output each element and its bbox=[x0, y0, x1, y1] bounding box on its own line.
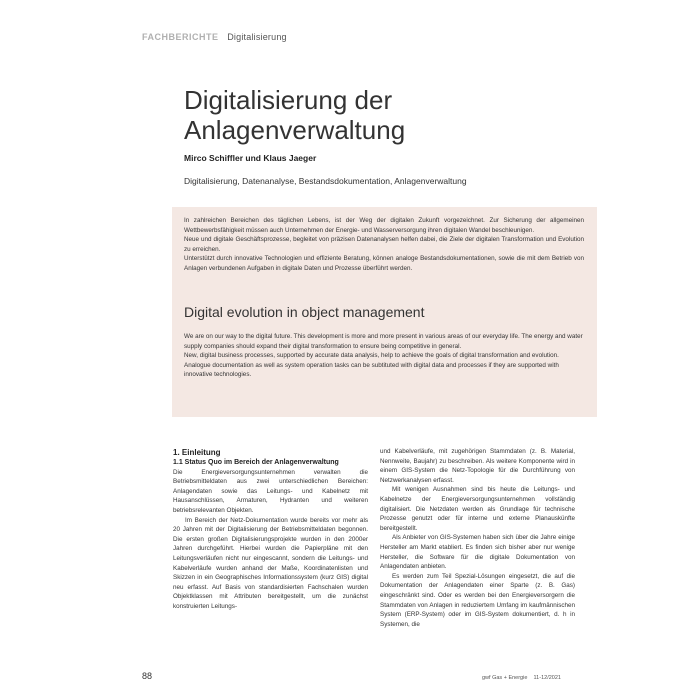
abstract-en-paragraph: Analogue documentation as well as system operation tasks can be subtituted with digital data and processes if they are supported with innovative technologies. bbox=[184, 361, 559, 379]
title-line-1: Digitalisierung der bbox=[184, 85, 393, 115]
abstract-english-title: Digital evolution in object management bbox=[184, 304, 425, 320]
title-line-2: Anlagenverwaltung bbox=[184, 115, 406, 145]
journal-issue: 11-12/2021 bbox=[533, 675, 561, 681]
abstract-german bbox=[184, 216, 584, 274]
journal-footer bbox=[482, 675, 561, 681]
authors: Mirco Schiffler und Klaus Jaeger bbox=[184, 153, 317, 163]
body-paragraph: Die Energieversorgungsunternehmen verwalten die Betriebsmitteldaten aus zwei unterschiedlichen Bereichen: Anlagendaten sowie das Leitungs- und Kabelnetz mit Hausanschlüssen, Armaturen, Hydranten und weiteren betriebsrelevanten Objekten. bbox=[173, 468, 368, 514]
body-column-left bbox=[173, 447, 368, 612]
abstract-de-paragraph: In zahlreichen Bereichen des täglichen Lebens, ist der Weg der digitalen Zukunft vorgezeichnet. Zur Sicherung der allgemeinen Wettbewerbsfähigkeit müssen auch Unternehmen der Energie- und Wasserversorgung ihren digitalen Wandel beschleunigen. bbox=[184, 217, 584, 234]
page-number: 88 bbox=[142, 671, 153, 681]
abstract-en-paragraph: New, digital business processes, supported by accurate data analysis, help to achieve the goals of digital transformation and evolution. bbox=[184, 352, 559, 360]
abstract-en-paragraph: We are on our way to the digital future. This development is more and more present in various areas of our everyday life. The energy and water supply companies should expand their digital transformation to ensure being competitive in general. bbox=[184, 333, 583, 350]
abstract-box bbox=[172, 207, 597, 417]
body-paragraph: Mit wenigen Ausnahmen sind bis heute die Leitungs- und Kabelnetze der Energieversorgungsunternehmen vollständig digitalisiert. Die Netzdaten werden als Grundlage für technische Prozesse genutzt oder für interne und externe Planauskünfte bereitgestellt. bbox=[380, 486, 575, 532]
subsection-heading: 1.1 Status Quo im Bereich der Anlagenverwaltung bbox=[173, 459, 339, 466]
body-paragraph: Es werden zum Teil Spezial-Lösungen eingesetzt, die auf die Dokumentation der Anlagendaten einer Sparte (z. B. Gas) eingeschränkt sind. Oder es werden bei den Energieversorgern die Stammdaten von Anlagen in reduziertem Umfang im kaufmännischen System (ERP-System) oder im GIS-System dokumentiert, d. h in Systemen, die bbox=[380, 572, 575, 628]
body-paragraph: Im Bereich der Netz-Dokumentation wurde bereits vor mehr als 20 Jahren mit der Digitalisierung der Betriebsmitteldaten begonnen. Die ersten großen Digitalisierungsprojekte wurden in den 2000er Jahren durchgeführt. Hierbei wurden die Papierpläne mit den Leitungsverläufen nicht nur eingescannt, sondern die Leitungs- und Kabelverläufe wurden anhand der Maße, Koordinatenlisten und Skizzen in ein Geographisches Informationssystem (kurz GIS) digital neu erfasst. Auf Basis von standardisierten Fachschalen wurden Objektklassen mit Attributen bereitgestellt, um die zunächst konstruierten Leitungs- bbox=[173, 516, 368, 610]
section-heading: 1. Einleitung bbox=[173, 448, 221, 457]
section-label: FACHBERICHTE bbox=[142, 32, 219, 42]
abstract-english bbox=[184, 332, 584, 380]
body-column-right bbox=[380, 447, 575, 629]
abstract-de-paragraph: Neue und digitale Geschäftsprozesse, begleitet von präzisen Datenanalysen helfen dabei, die Ziele der digitalen Transformation und Evolution zu erreichen. bbox=[184, 236, 584, 253]
running-header bbox=[142, 32, 287, 42]
body-paragraph: und Kabelverläufe, mit zugehörigen Stammdaten (z. B. Material, Nennweite, Baujahr) zu beschreiben. Als weitere Komponente wird in einem GIS-System die Netz-Topologie für die Durchführung von Netzwerkanalysen erfasst. bbox=[380, 448, 575, 484]
keywords: Digitalisierung, Datenanalyse, Bestandsdokumentation, Anlagenverwaltung bbox=[184, 176, 467, 186]
journal-name: gwf Gas + Energie bbox=[482, 675, 528, 681]
topic-label: Digitalisierung bbox=[227, 32, 287, 42]
abstract-de-paragraph: Unterstützt durch innovative Technologien und effiziente Beratung, können analoge Bestandsdokumentationen, sowie die mit dem Betrieb von Anlagen verbundenen Aufgaben in digitale Daten und Prozesse überführt werden. bbox=[184, 255, 584, 272]
article-title bbox=[184, 85, 604, 145]
body-paragraph: Als Anbieter von GIS-Systemen haben sich über die Jahre einige Hersteller am Markt etabliert. Es finden sich bisher aber nur wenige Hersteller, die Software für die digitale Dokumentation von Anlagendaten anbieten. bbox=[380, 534, 575, 571]
